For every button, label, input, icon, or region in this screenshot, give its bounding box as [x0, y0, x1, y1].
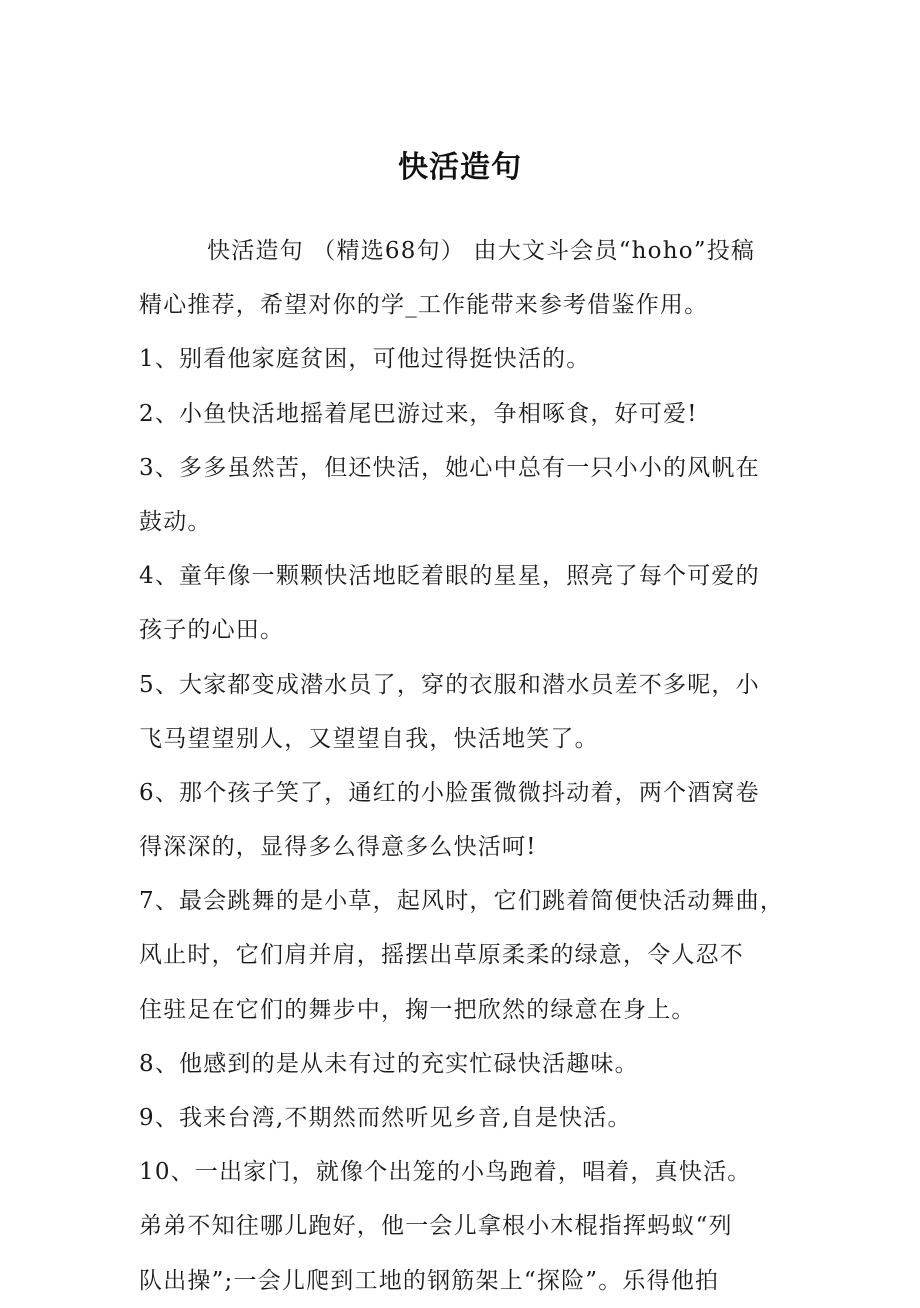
sentence-1: 1、别看他家庭贫困，可他过得挺快活的。	[139, 346, 591, 373]
sentence-7-line-2: 风止时，它们肩并肩，摇摆出草原柔柔的绿意，令人忍不	[139, 942, 744, 969]
sentence-10-line-2: 弟弟不知往哪儿跑好，他一会儿拿根小木棍指挥蚂蚁“列	[139, 1213, 733, 1240]
sentence-7-line-3: 住驻足在它们的舞步中，掬一把欣然的绿意在身上。	[139, 996, 696, 1023]
sentence-6-line-2: 得深深的，显得多么得意多么快活呵!	[139, 834, 537, 861]
document-body	[139, 224, 789, 1308]
sentence-4-line-1: 4、童年像一颗颗快活地眨着眼的星星，照亮了每个可爱的	[139, 563, 760, 590]
sentence-10-line-1: 10、一出家门，就像个出笼的小鸟跑着，唱着，真快活。	[139, 1159, 752, 1186]
sentence-5-line-1: 5、大家都变成潜水员了，穿的衣服和潜水员差不多呢，小	[139, 671, 760, 698]
sentence-8: 8、他感到的是从未有过的充实忙碌快活趣味。	[139, 1050, 639, 1077]
sentence-3-line-1: 3、多多虽然苦，但还快活，她心中总有一只小小的风帆在	[139, 454, 760, 481]
sentence-5-line-2: 飞马望望别人，又望望自我，快活地笑了。	[139, 725, 599, 752]
page-title: 快活造句	[398, 150, 522, 185]
sentence-4-line-2: 孩子的心田。	[139, 617, 285, 644]
sentence-2: 2、小鱼快活地摇着尾巴游过来，争相啄食，好可爱!	[139, 400, 698, 427]
sentence-7-line-1: 7、最会跳舞的是小草，起风时，它们跳着简便快活动舞曲，	[139, 888, 785, 915]
sentence-10-line-3: 队出操”;一会儿爬到工地的钢筋架上“探险”。乐得他拍	[139, 1267, 720, 1294]
intro-line-2: 精心推荐，希望对你的学_工作能带来参考借鉴作用。	[139, 292, 709, 319]
sentence-3-line-2: 鼓动。	[139, 508, 212, 535]
sentence-9: 9、我来台湾,不期然而然听见乡音,自是快活。	[139, 1105, 632, 1131]
intro-line-1: 快活造句 （精选68句） 由大文斗会员“hoho”投稿	[207, 238, 756, 264]
sentence-6-line-1: 6、那个孩子笑了，通红的小脸蛋微微抖动着，两个酒窝卷	[139, 779, 760, 806]
